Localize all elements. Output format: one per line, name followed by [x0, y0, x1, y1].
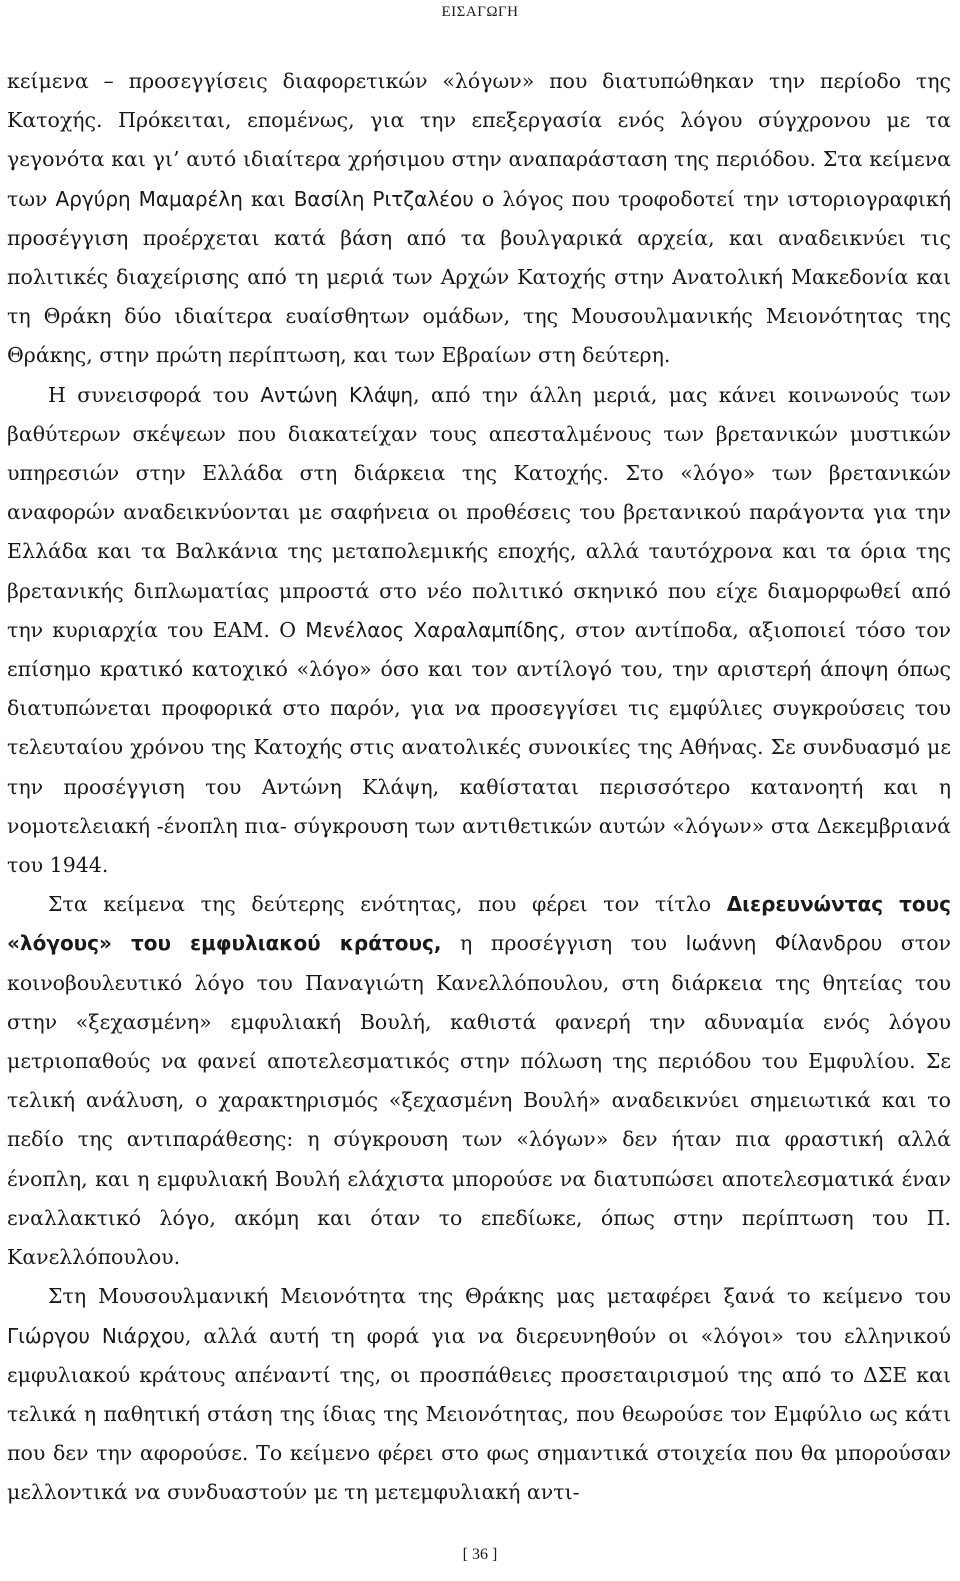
- author-name: Ιωάννη Φίλανδρου: [685, 931, 883, 956]
- author-name: Αντώνη Κλάψη: [260, 382, 414, 407]
- text-segment: και: [242, 186, 294, 211]
- text-segment: , από την άλλη μεριά, μας κάνει κοινωνούς των βαθύτερων σκέψεων που διακατείχαν τους απεσταλμένους των βρετανικών μυστικών υπηρεσιών στην Ελλάδα στη διάρκεια της Κατοχής. Στο «λόγο» των βρετανικών αναφορών αναδεικνύονται με σαφήνεια οι προθέσεις του βρετανικού παράγοντα για την Ελλάδα και τα Βαλκάνια της μεταπολεμικής εποχής, αλλά ταυτόχρονα και τα όρια της βρετανικής διπλωματίας μπροστά στο νέο πολιτικό σκηνικό που είχε διαμορφωθεί από την κυριαρχία του ΕΑΜ. Ο: [7, 382, 951, 642]
- text-segment: η προσέγγιση του: [441, 931, 686, 956]
- text-segment: στον κοινοβουλευτικό λόγο του Παναγιώτη Κανελλόπουλου, στη διάρκεια της θητείας του στην «ξεχασμένη» εμφυλιακή Βουλή, καθιστά φανερή την αδυναμία ενός λόγου μετριοπαθούς να φανεί αποτελεσματικός στην πόλωση της περιόδου του Εμφυλίου. Σε τελική ανάλυση, ο χαρακτηρισμός «ξεχασμένη Βουλή» αναδεικνύει σημειωτικά και το πεδίο της αντιπαράθεσης: η σύγκρουση των «λόγων» δεν ήταν πια φραστική αλλά ένοπλη, και η εμφυλιακή Βουλή ελάχιστα μπορούσε να διατυπώσει αποτελεσματικά έναν εναλλακτικό λόγο, ακόμη και όταν το επεδίωκε, όπως στην περίπτωση του Π. Κανελλόπουλου.: [7, 931, 952, 1270]
- paragraph-4: [7, 1277, 951, 1512]
- text-segment: Στα κείμενα της δεύτερης ενότητας, που φέρει τον τίτλο: [48, 892, 727, 917]
- author-name: Γιώργου Νιάρχου: [7, 1323, 185, 1348]
- text-segment: , αλλά αυτή τη φορά για να διερευνηθούν οι «λόγοι» του ελληνικού εμφυλιακού κράτους απέναντί της, οι προσπάθειες προσεταιρισμού της από το ΔΣΕ και τελικά η παθητική στάση της ίδιας της Μειονότητας, που θεωρούσε τον Εμφύλιο ως κάτι που δεν την αφορούσε. Το κείμενο φέρει στο φως σημαντικά στοιχεία που θα μπορούσαν μελλοντικά να συνδυαστούν με τη μετεμφυλιακή αντι-: [7, 1323, 951, 1505]
- text-segment: Στη Μουσουλμανική Μειονότητα της Θράκης μας μεταφέρει ξανά το κείμενο του: [48, 1284, 951, 1309]
- author-name: Μενέλαος Χαραλαμπίδης: [305, 617, 560, 642]
- text-segment: Η συνεισφορά του: [48, 382, 261, 407]
- text-segment: κείμενα – προσεγγίσεις διαφορετικών «λόγων» που διατυπώθηκαν την περίοδο της Κατοχής. Πρόκειται, επομένως, για την επεξεργασία ενός λόγου σύγχρονου με τα γεγονότα και γι’ αυτό ιδιαίτερα χρήσιμου στην αναπαράσταση της περιόδου. Στα κείμενα των: [7, 69, 951, 211]
- text-segment: , στον αντίποδα, αξιοποιεί τόσο τον επίσημο κρατικό κατοχικό «λόγο» όσο και τον αντίλογό του, την αριστερή άποψη όπως διατυπώνεται προφορικά στο παρόν, για να προσεγγίσει τις εμφύλιες συγκρούσεις του τελευταίου χρόνου της Κατοχής στις ανατολικές συνοικίες της Αθήνας. Σε συνδυασμό με την προσέγγιση του Αντώνη Κλάψη, καθίσταται περισσότερο κατανοητή και η νομοτελειακή -ένοπλη πια- σύγκρουση των αντιθετικών αυτών «λόγων» στα Δεκεμβριανά του 1944.: [7, 617, 951, 878]
- author-name: Βασίλη Ριτζαλέου: [293, 186, 474, 211]
- paragraph-2: [7, 376, 951, 886]
- paragraph-3: [7, 885, 951, 1277]
- page-number: [ 36 ]: [462, 1546, 498, 1563]
- running-header: ΕΙΣΑΓΩΓΗ: [441, 4, 519, 20]
- author-name: Αργύρη Μαμαρέλη: [55, 186, 243, 211]
- section-title: Διερευνώντας τους «λόγους» του εμφυλιακού κράτους,: [7, 892, 951, 956]
- text-segment: ο λόγος που τροφοδοτεί την ιστοριογραφική προσέγγιση προέρχεται κατά βάση από τα βουλγαρικά αρχεία, και αναδεικνύει τις πολιτικές διαχείρισης από τη μεριά των Αρχών Κατοχής στην Ανατολική Μακεδονία και τη Θράκη δύο ιδιαίτερα ευαίσθητων ομάδων, της Μουσουλμανικής Μειονότητας της Θράκης, στην πρώτη περίπτωση, και των Εβραίων στη δεύτερη.: [7, 186, 951, 368]
- main-text: [7, 62, 951, 1513]
- paragraph-1: [7, 62, 951, 376]
